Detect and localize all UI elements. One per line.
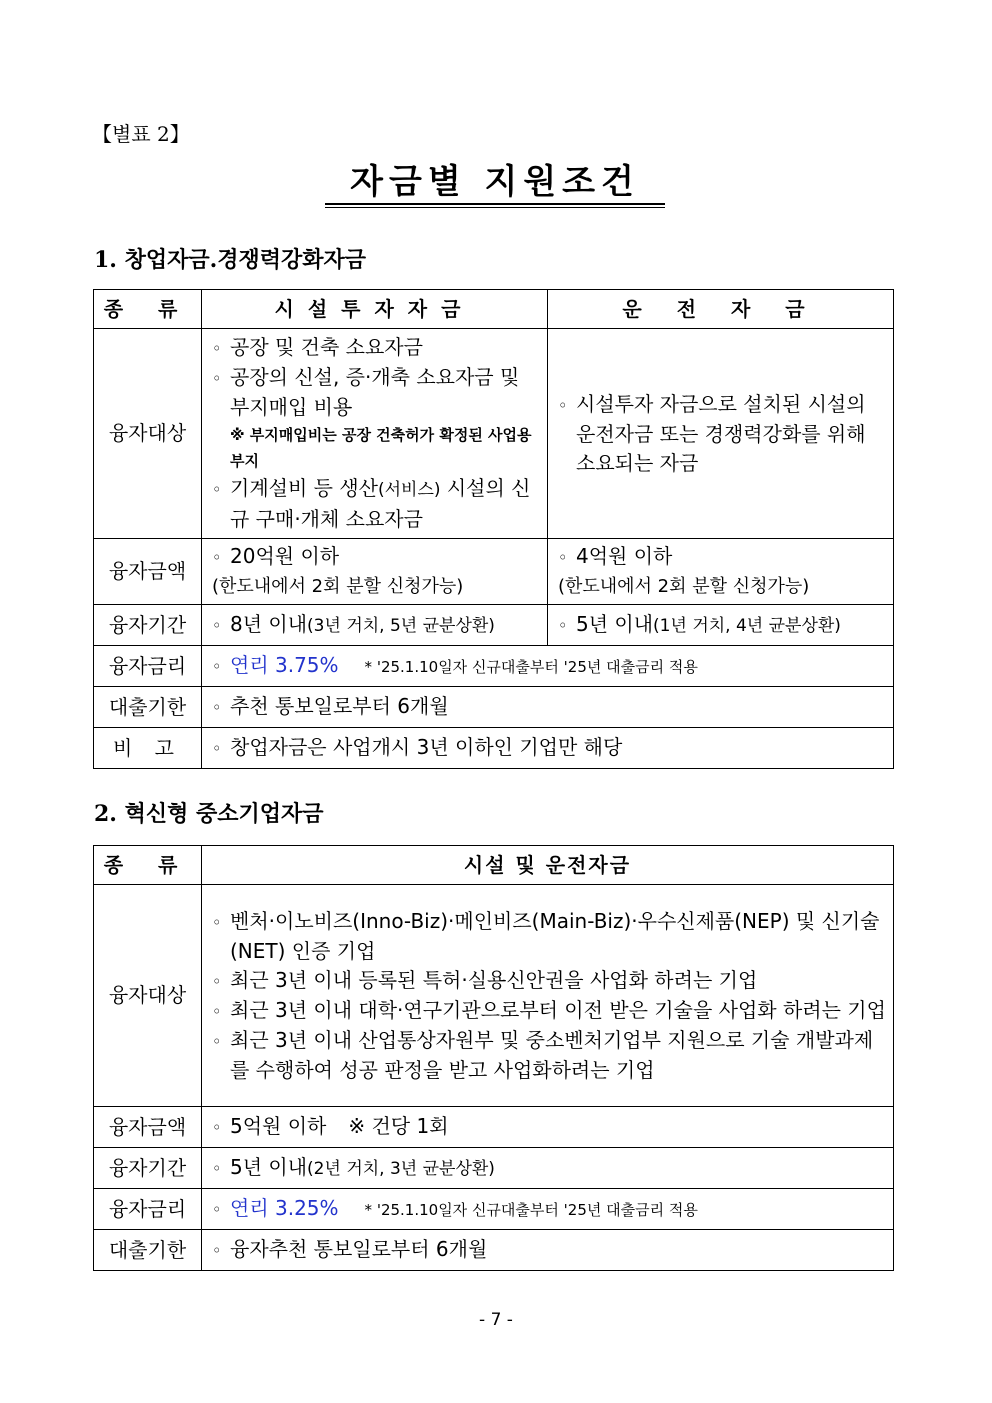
facility-period xyxy=(208,610,541,641)
target-item: ◦ 최근 3년 이내 대학·연구기관으로부터 이전 받은 기술을 사업화 하려는 기업 xyxy=(208,996,887,1026)
title-underline xyxy=(325,203,665,205)
target-item: ◦ 벤처·이노비즈(Inno-Biz)·메인비즈(Main-Biz)·우수신제품(NEP) 및 신기술(NET) 인증 기업 xyxy=(208,907,887,966)
deadline-value: ◦ 융자추천 통보일로부터 6개월 xyxy=(208,1235,887,1265)
section-1-heading: 1. 창업자금.경쟁력강화자금 xyxy=(94,247,367,273)
amount-cell xyxy=(202,1107,894,1148)
operating-amount-sub: (한도내에서 2회 분할 신청가능) xyxy=(558,576,810,597)
row-label-amount: 융자금액 xyxy=(94,1107,202,1148)
remark-value: ◦ 창업자금은 사업개시 3년 이하인 기업만 해당 xyxy=(208,733,887,763)
row-label-remark: 비 고 xyxy=(94,728,202,769)
annex-label: 【별표 2】 xyxy=(92,122,190,146)
rate-line xyxy=(208,1194,887,1225)
rate-value: 연리 3.75% xyxy=(230,652,339,677)
amount-note: ※ 건당 1회 xyxy=(348,1114,449,1138)
row-label-rate: 융자금리 xyxy=(94,1189,202,1230)
deadline-cell xyxy=(202,1230,894,1271)
facility-amount: ◦ 20억원 이하 xyxy=(208,542,541,572)
operating-period-small: (1년 거치, 4년 균분상환) xyxy=(653,615,841,636)
header-type: 종 류 xyxy=(94,290,202,329)
page-title: 자금별 지원조건 xyxy=(350,162,640,202)
facility-period-small: (3년 거치, 5년 균분상환) xyxy=(307,615,495,636)
page-number: - 7 - xyxy=(479,1310,513,1330)
operating-period-cell xyxy=(548,605,894,646)
row-label-period: 융자기간 xyxy=(94,1148,202,1189)
header-facility: 시설투자자금 xyxy=(202,290,548,329)
row-label-rate: 융자금리 xyxy=(94,646,202,687)
amount-value: 5억원 이하 xyxy=(230,1114,327,1138)
rate-note: * '25.1.10일자 신규대출부터 '25년 대출금리 적용 xyxy=(364,1200,698,1219)
target-item: ◦ 최근 3년 이내 등록된 특허·실용신안권을 사업화 하려는 기업 xyxy=(208,966,887,996)
rate-value: 연리 3.25% xyxy=(230,1195,339,1220)
row-label-target: 융자대상 xyxy=(94,329,202,539)
amount-line xyxy=(208,1112,887,1142)
row-label-target: 융자대상 xyxy=(94,885,202,1107)
period-main: 5년 이내 xyxy=(230,1154,308,1179)
facility-target-cell xyxy=(202,329,548,539)
operating-amount: ◦ 4억원 이하 xyxy=(554,542,887,572)
target-cell xyxy=(202,885,894,1107)
period-cell xyxy=(202,1148,894,1189)
header-fund: 시설 및 운전자금 xyxy=(202,846,894,885)
remark-cell xyxy=(202,728,894,769)
rate-cell xyxy=(202,646,894,687)
deadline-cell xyxy=(202,687,894,728)
deadline-value: ◦ 추천 통보일로부터 6개월 xyxy=(208,692,887,722)
operating-period-main: 5년 이내 xyxy=(576,611,654,636)
rate-note: * '25.1.10일자 신규대출부터 '25년 대출금리 적용 xyxy=(364,657,698,676)
rate-line xyxy=(208,651,887,682)
operating-period xyxy=(554,610,887,641)
section-1-table xyxy=(93,289,894,769)
facility-target-note: ※ 부지매입비는 공장 건축허가 확정된 사업용 부지 xyxy=(230,426,532,470)
header-operating: 운 전 자 금 xyxy=(548,290,894,329)
facility-last-post: 시설의 신규 구매·개체 소요자금 xyxy=(230,476,531,531)
operating-target-item: ◦ 시설투자 자금으로 설치된 시설의 운전자금 또는 경쟁력강화를 위해 소요되는 자금 xyxy=(554,390,887,478)
section-2-table xyxy=(93,845,894,1271)
period-small: (2년 거치, 3년 균분상환) xyxy=(307,1158,495,1179)
facility-last-small: (서비스) xyxy=(377,480,441,500)
title-underline-thin xyxy=(325,207,665,208)
target-item: ◦ 최근 3년 이내 산업통상자원부 및 중소벤처기업부 지원으로 기술 개발과제를 수행하여 성공 판정을 받고 사업화하려는 기업 xyxy=(208,1026,887,1085)
row-label-period: 융자기간 xyxy=(94,605,202,646)
period-line xyxy=(208,1153,887,1184)
row-label-amount: 융자금액 xyxy=(94,539,202,605)
facility-amount-cell xyxy=(202,539,548,605)
facility-period-cell xyxy=(202,605,548,646)
facility-period-main: 8년 이내 xyxy=(230,611,308,636)
facility-target-item xyxy=(208,474,541,534)
operating-target-cell xyxy=(548,329,894,539)
facility-target-item: ◦ 공장의 신설, 증·개축 소요자금 및 부지매입 비용 xyxy=(208,363,541,422)
facility-amount-sub: (한도내에서 2회 분할 신청가능) xyxy=(212,576,464,597)
rate-cell xyxy=(202,1189,894,1230)
row-label-deadline: 대출기한 xyxy=(94,687,202,728)
section-2-heading: 2. 혁신형 중소기업자금 xyxy=(94,801,324,827)
facility-last-pre: 기계설비 등 생산 xyxy=(230,476,378,500)
header-type: 종 류 xyxy=(94,846,202,885)
facility-target-item: ◦ 공장 및 건축 소요자금 xyxy=(208,333,541,363)
operating-amount-cell xyxy=(548,539,894,605)
row-label-deadline: 대출기한 xyxy=(94,1230,202,1271)
